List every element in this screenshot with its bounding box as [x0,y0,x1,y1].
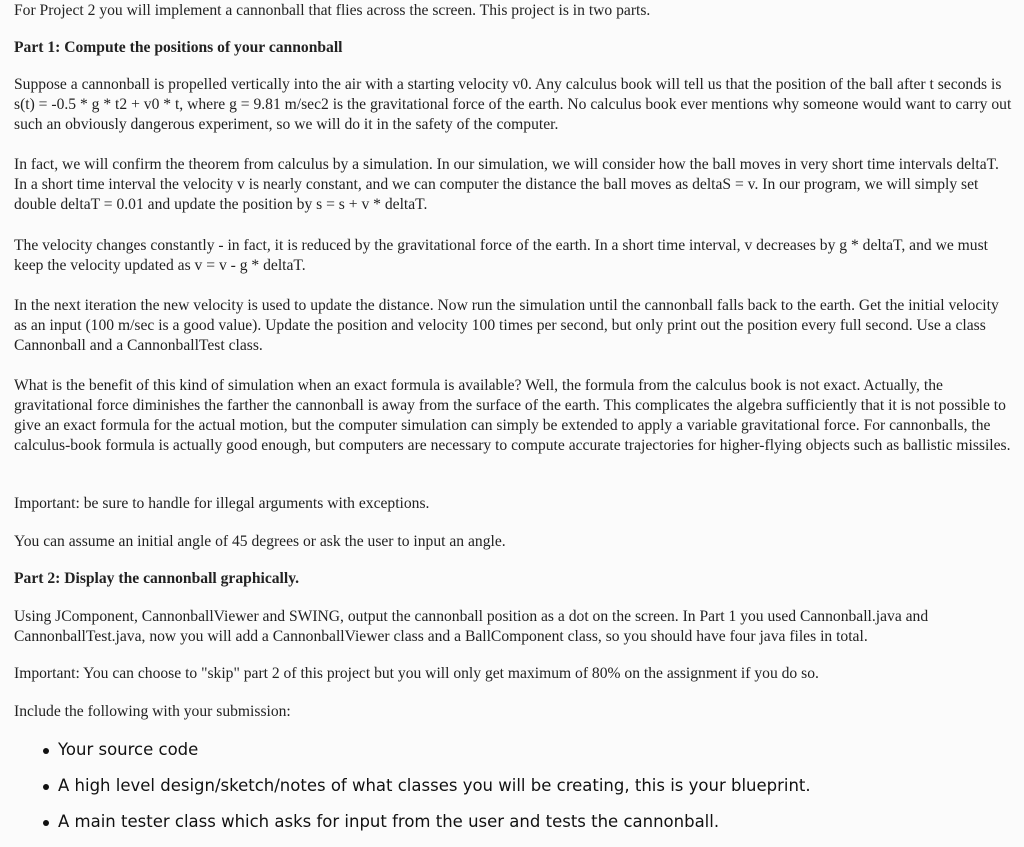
bullet-icon [43,820,49,826]
part1-paragraph-5: What is the benefit of this kind of simulation when an exact formula is available? Well, the formula from the calculus book is not exact. Actually, the gravitational force diminishes the farther the cannonball is away from the surface of the earth. This complicates the algebra sufficiently that it is not possible to give an exact formula for the actual motion, but the computer simulation can simply be extended to apply a variable gravitational force. For cannonballs, the calculus-book formula is actually good enough, but computers are necessary to compute accurate trajectories for higher-flying objects such as ballistic missiles. [14,377,1011,454]
part2-heading: Part 2: Display the cannonball graphically. [14,570,300,587]
submission-intro: Include the following with your submission: [14,703,291,720]
submission-list [14,739,811,847]
skip-note: Important: You can choose to "skip" part 2 of this project but you will only get maximum of 80% on the assignment if you do so. [14,665,819,682]
part1-paragraph-3: The velocity changes constantly - in fact, it is reduced by the gravitational force of the earth. In a short time interval, v decreases by g * deltaT, and we must keep the velocity updated as v = v - g * deltaT. [14,237,988,274]
part1-paragraph-1: Suppose a cannonball is propelled vertically into the air with a starting velocity v0. Any calculus book will tell us that the position of the ball after t seconds is s(t) = -0.5 * g * t2 + v0 * t, where g = 9.81 m/sec2 is the gravitational force of the earth. No calculus book ever mentions why someone would want to carry out such an obviously dangerous experiment, so we will do it in the safety of the computer. [14,76,1012,133]
important-exceptions-note: Important: be sure to handle for illegal arguments with exceptions. [14,495,430,512]
bullet-icon [43,748,49,754]
list-item-text: A main tester class which asks for input from the user and tests the cannonball. [58,812,720,831]
list-item-text: Your source code [58,740,199,759]
part1-paragraph-4: In the next iteration the new velocity is used to update the distance. Now run the simulation until the cannonball falls back to the earth. Get the initial velocity as an input (100 m/sec is a good value). Update the position and velocity 100 times per second, but only print out the position every full second. Use a class Cannonball and a CannonballTest class. [14,297,999,354]
part1-heading: Part 1: Compute the positions of your cannonball [14,39,343,56]
list-item [14,811,811,847]
intro-text: For Project 2 you will implement a cannonball that flies across the screen. This project is in two parts. [14,2,651,19]
angle-note: You can assume an initial angle of 45 degrees or ask the user to input an angle. [14,533,506,550]
list-item-text: A high level design/sketch/notes of what classes you will be creating, this is your blueprint. [58,776,811,795]
part2-paragraph-1: Using JComponent, CannonballViewer and SWING, output the cannonball position as a dot on the screen. In Part 1 you used Cannonball.java and CannonballTest.java, now you will add a CannonballViewer class and a BallComponent class, so you should have four java files in total. [14,608,929,645]
list-item [14,739,811,775]
part1-paragraph-2: In fact, we will confirm the theorem from calculus by a simulation. In our simulation, we will consider how the ball moves in very short time intervals deltaT. In a short time interval the velocity v is nearly constant, and we can computer the distance the ball moves as deltaS = v. In our program, we will simply set double deltaT = 0.01 and update the position by s = s + v * deltaT. [14,156,999,213]
list-item [14,775,811,811]
bullet-icon [43,784,49,790]
